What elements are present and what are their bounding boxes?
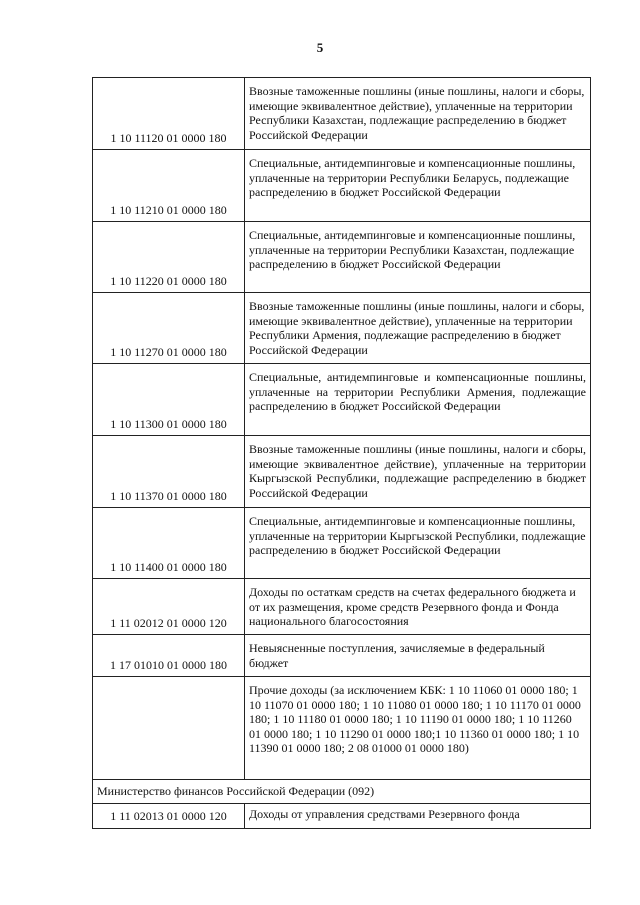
kbk-description: Ввозные таможенные пошлины (иные пошлины, налоги и сборы, имеющие эквивалентное действие), уплаченные на территории Республики Армения, подлежащие распределению в бюджет Российской Федерации: [245, 293, 591, 364]
kbk-code: 1 10 11220 01 0000 180: [93, 222, 245, 293]
kbk-code: 1 17 01010 01 0000 180: [93, 635, 245, 677]
section-row: [93, 780, 591, 804]
table-row: [93, 635, 591, 677]
table-row: [93, 364, 591, 436]
kbk-code: 1 10 11270 01 0000 180: [93, 293, 245, 364]
kbk-description: Доходы по остаткам средств на счетах федерального бюджета и от их размещения, кроме средств Резервного фонда и Фонда национального благосостояния: [245, 579, 591, 635]
section-title: Министерство финансов Российской Федерации (092): [93, 780, 591, 804]
kbk-description: Прочие доходы (за исключением КБК: 1 10 11060 01 0000 180; 1 10 11070 01 0000 180; 1 10 11080 01 0000 180; 1 10 11170 01 0000 180; 1 10 11180 01 0000 180; 1 10 11190 01 0000 180; 1 10 11260 01 0000 180; 1 10 11290 01 0000 180;1 10 11360 01 0000 180; 1 10 11390 01 0000 180; 2 08 01000 01 0000 180): [245, 677, 591, 780]
kbk-table: [92, 77, 591, 829]
kbk-code: 1 11 02012 01 0000 120: [93, 579, 245, 635]
kbk-description: Невыясненные поступления, зачисляемые в федеральный бюджет: [245, 635, 591, 677]
table-row: [93, 436, 591, 508]
table-row: [93, 78, 591, 150]
kbk-code: 1 10 11370 01 0000 180: [93, 436, 245, 508]
kbk-code: 1 10 11400 01 0000 180: [93, 508, 245, 579]
table-row: [93, 804, 591, 829]
kbk-description: Специальные, антидемпинговые и компенсационные пошлины, уплаченные на территории Кыргызской Республики, подлежащие распределению в бюджет Российской Федерации: [245, 508, 591, 579]
table-row: [93, 508, 591, 579]
kbk-description: Доходы от управления средствами Резервного фонда: [245, 804, 591, 829]
kbk-description: Специальные, антидемпинговые и компенсационные пошлины, уплаченные на территории Республики Казахстан, подлежащие распределению в бюджет Российской Федерации: [245, 222, 591, 293]
table-row: [93, 579, 591, 635]
kbk-code: 1 10 11120 01 0000 180: [93, 78, 245, 150]
kbk-code: [93, 677, 245, 780]
page-number: 5: [316, 40, 324, 55]
kbk-code: 1 10 11300 01 0000 180: [93, 364, 245, 436]
table-row: [93, 677, 591, 780]
kbk-description: Ввозные таможенные пошлины (иные пошлины, налоги и сборы, имеющие эквивалентное действие), уплаченные на территории Республики Казахстан, подлежащие распределению в бюджет Российской Федерации: [245, 78, 591, 150]
table-row: [93, 293, 591, 364]
kbk-code: 1 10 11210 01 0000 180: [93, 150, 245, 222]
table-row: [93, 150, 591, 222]
kbk-description: Специальные, антидемпинговые и компенсационные пошлины, уплаченные на территории Республики Беларусь, подлежащие распределению в бюджет Российской Федерации: [245, 150, 591, 222]
kbk-description: Ввозные таможенные пошлины (иные пошлины, налоги и сборы, имеющие эквивалентное действие), уплаченные на территории Кыргызской Республики, подлежащие распределению в бюджет Российской Федерации: [245, 436, 591, 508]
kbk-description: Специальные, антидемпинговые и компенсационные пошлины, уплаченные на территории Республики Армения, подлежащие распределению в бюджет Российской Федерации: [245, 364, 591, 436]
kbk-code: 1 11 02013 01 0000 120: [93, 804, 245, 829]
table-row: [93, 222, 591, 293]
